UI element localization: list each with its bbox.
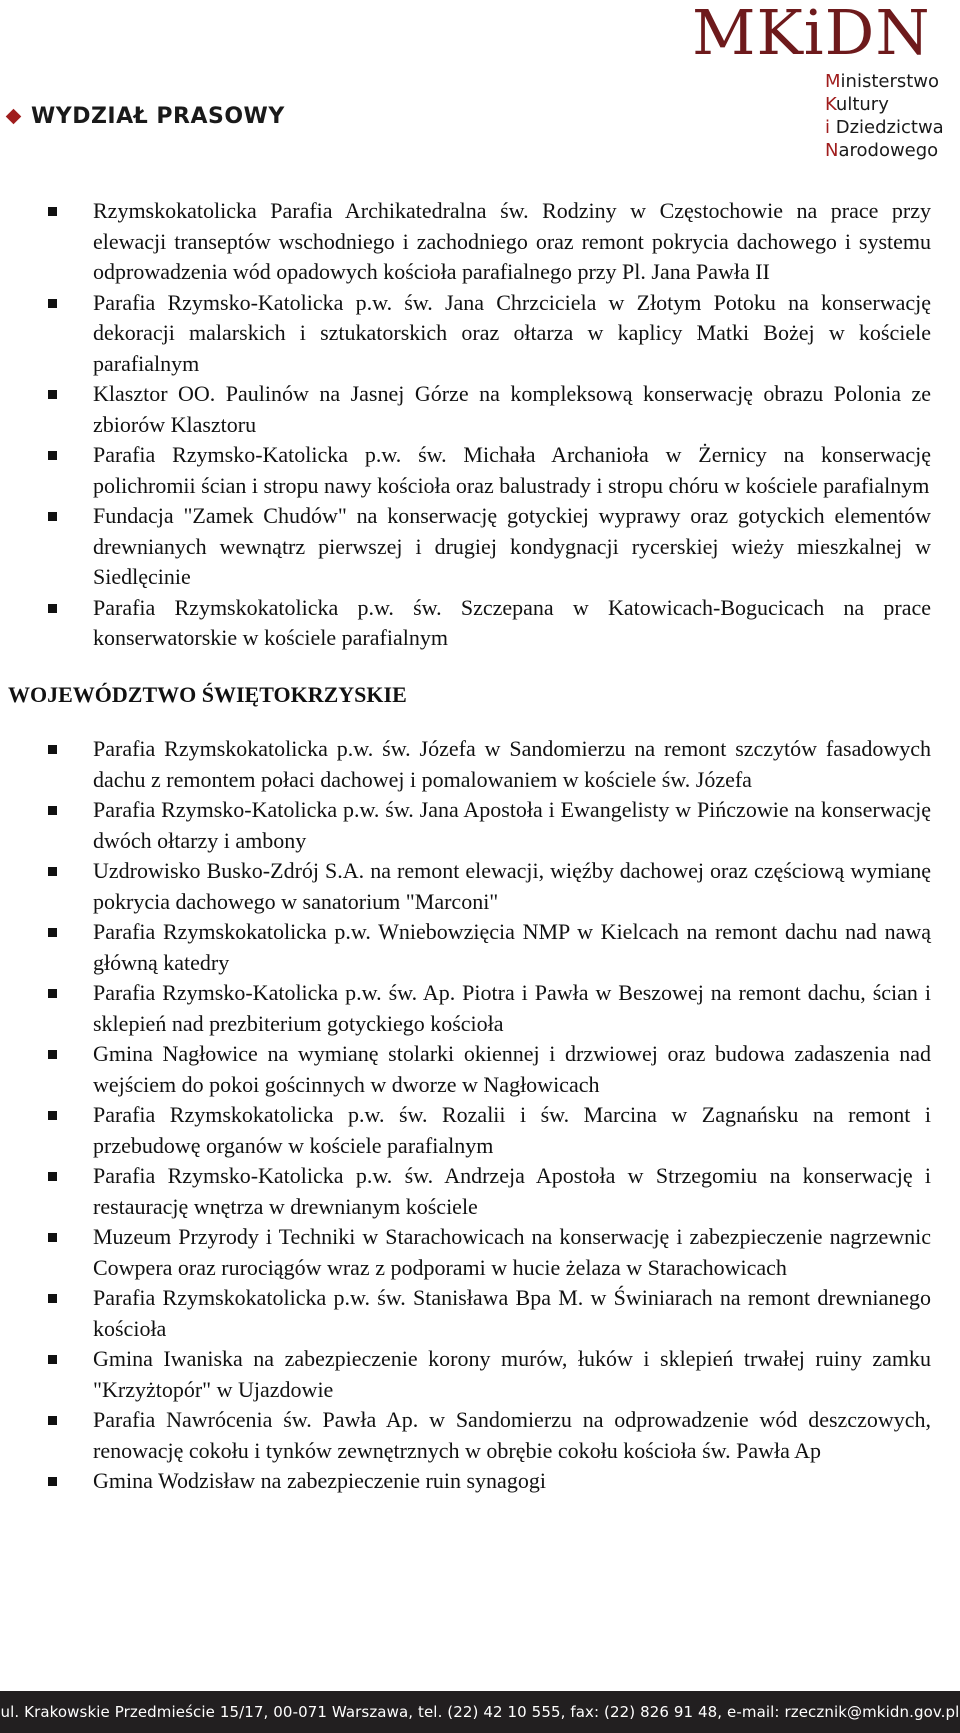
- logo-line: Kultury: [825, 94, 889, 115]
- list-item: Klasztor OO. Paulinów na Jasnej Górze na kompleksową konserwację obrazu Polonia ze zbiorów Klasztoru: [93, 379, 931, 440]
- logo-line: i Dziedzictwa: [825, 117, 944, 138]
- contact-footer: ul. Krakowskie Przedmieście 15/17, 00-071 Warszawa, tel. (22) 42 10 555, fax: (22) 826 91 48, e-mail: rzecznik@mkidn.gov.pl: [0, 1691, 960, 1733]
- list-item: Rzymskokatolicka Parafia Archikatedralna św. Rodziny w Częstochowie na prace przy elewacji transeptów wschodniego i zachodniego oraz remont pokrycia dachowego i systemu odprowadzenia wód opadowych kościoła parafialnego przy Pl. Jana Pawła II: [93, 196, 931, 288]
- list-item: Gmina Wodzisław na zabezpieczenie ruin synagogi: [93, 1466, 931, 1497]
- grant-list-swietokrzyskie: [0, 734, 960, 1497]
- list-item: Parafia Rzymskokatolicka p.w. św. Stanisława Bpa M. w Świniarach na remont drewnianego kościoła: [93, 1283, 931, 1344]
- logo-line: Narodowego: [825, 140, 939, 161]
- list-item: Muzeum Przyrody i Techniki w Starachowicach na konserwację i zabezpieczenie nagrzewnic Cowpera oraz rurociągów wraz z podporami w hucie żelaza w Starachowicach: [93, 1222, 931, 1283]
- list-item: Parafia Rzymsko-Katolicka p.w. św. Ap. Piotra i Pawła w Beszowej na remont dachu, ścian i sklepień nad prezbiterium gotyckiego kościoła: [93, 978, 931, 1039]
- logo-wordmark: [825, 70, 944, 162]
- list-item: Uzdrowisko Busko-Zdrój S.A. na remont elewacji, więźby dachowej oraz częściową wymianę pokrycia dachowego w sanatorium "Marconi": [93, 856, 931, 917]
- diamond-icon: [6, 109, 22, 125]
- list-item: Parafia Rzymskokatolicka p.w. Wniebowzięcia NMP w Kielcach na remont dachu nad nawą główną katedry: [93, 917, 931, 978]
- list-item: Parafia Rzymsko-Katolicka p.w. św. Michała Archanioła w Żernicy na konserwację polichromii ścian i stropu nawy kościoła oraz balustrady i stropu chóru w kościele parafialnym: [93, 440, 931, 501]
- list-item: Gmina Iwaniska na zabezpieczenie korony murów, łuków i sklepień trwałej ruiny zamku "Krzyżtopór" w Ujazdowie: [93, 1344, 931, 1405]
- section-heading: WOJEWÓDZTWO ŚWIĘTOKRZYSKIE: [8, 681, 407, 707]
- list-item: Parafia Rzymskokatolicka p.w. św. Szczepana w Katowicach-Bogucicach na prace konserwatorskie w kościele parafialnym: [93, 593, 931, 654]
- list-item: Parafia Rzymsko-Katolicka p.w. św. Andrzeja Apostoła w Strzegomiu na konserwację i restaurację wnętrza w drewnianym kościele: [93, 1161, 931, 1222]
- list-item: Fundacja "Zamek Chudów" na konserwację gotyckiej wyprawy oraz gotyckich elementów drewnianych wewnątrz pierwszej i drugiej kondygnacji rycerskiej wieży mieszkalnej w Siedlęcinie: [93, 501, 931, 593]
- logo-line: Ministerstwo: [825, 71, 940, 92]
- ministry-logo: [692, 0, 954, 168]
- list-item: Parafia Rzymskokatolicka p.w. św. Józefa w Sandomierzu na remont szczytów fasadowych dachu z remontem połaci dachowej i pomalowaniem w kościele św. Józefa: [93, 734, 931, 795]
- document-body: [0, 196, 960, 1497]
- list-item: Parafia Rzymskokatolicka p.w. św. Rozalii i św. Marcina w Zagnańsku na remont i przebudowę organów w kościele parafialnym: [93, 1100, 931, 1161]
- press-office-header: [8, 104, 285, 129]
- list-item: Gmina Nagłowice na wymianę stolarki okiennej i drzwiowej oraz budowa zadaszenia nad wejściem do pokoi gościnnych w dworze w Nagłowicach: [93, 1039, 931, 1100]
- grant-list-silesian: [0, 196, 960, 654]
- press-office-title: WYDZIAŁ PRASOWY: [31, 104, 285, 129]
- list-item: Parafia Nawrócenia św. Pawła Ap. w Sandomierzu na odprowadzenie wód deszczowych, renowację cokołu i tynków zewnętrznych w obrębie cokołu kościoła św. Pawła Ap: [93, 1405, 931, 1466]
- logo-mark: MKiDN: [692, 0, 931, 69]
- list-item: Parafia Rzymsko-Katolicka p.w. św. Jana Chrzciciela w Złotym Potoku na konserwację dekoracji malarskich i sztukatorskich oraz ołtarza w kaplicy Matki Bożej w kościele parafialnym: [93, 288, 931, 380]
- list-item: Parafia Rzymsko-Katolicka p.w. św. Jana Apostoła i Ewangelisty w Pińczowie na konserwację dwóch ołtarzy i ambony: [93, 795, 931, 856]
